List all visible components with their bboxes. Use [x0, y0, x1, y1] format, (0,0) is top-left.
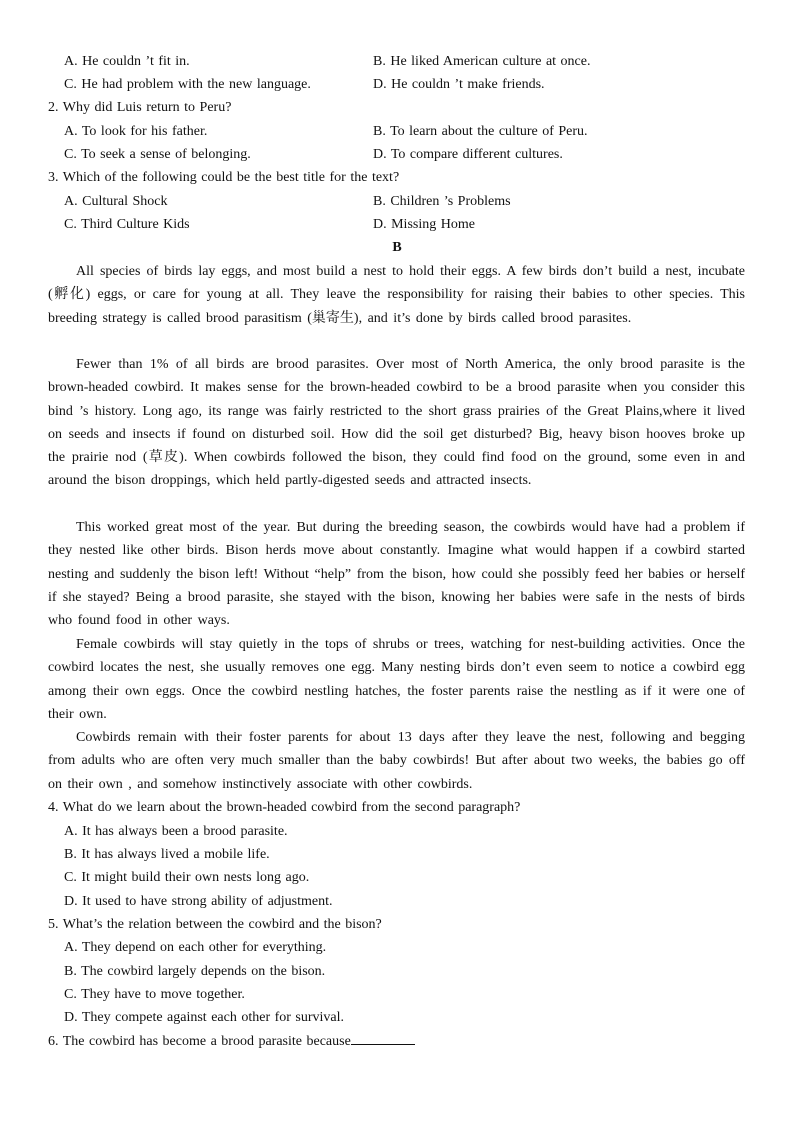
q3-question: 3. Which of the following could be the best title for the text? [48, 170, 400, 185]
q5-option-d: D. They compete against each other for survival. [64, 1010, 345, 1025]
answer-blank[interactable] [351, 1030, 415, 1045]
q4-question: 4. What do we learn about the brown-headed cowbird from the second paragraph? [48, 800, 521, 815]
q1-option-b: B. He liked American culture at once. [373, 54, 591, 69]
q2-option-c: C. To seek a sense of belonging. [64, 147, 251, 162]
q5-option-c: C. They have to move together. [64, 987, 245, 1002]
q6-question-text: 6. The cowbird has become a brood parasite because [48, 1034, 351, 1049]
q2-question: 2. Why did Luis return to Peru? [48, 100, 232, 115]
paragraph-2: Fewer than 1% of all birds are brood parasites. Over most of North America, the only brood parasite is the brown-headed cowbird. It makes sense for the brown-headed cowbird to be a brood parasite when you consider this bind ’s history. Long ago, its range was fairly restricted to the short grass prairies of the Great Plains,where it lived on seeds and insects if found on disturbed soil. How did the soil get disturbed? Big, heavy bison hooves broke up the prairie nod (草皮). When cowbirds followed the bison, they could find food on the ground, some even in and around the bison droppings, which held partly-digested seeds and attracted insects. [48, 357, 745, 489]
q2-option-d: D. To compare different cultures. [373, 147, 563, 162]
q3-option-d: D. Missing Home [373, 217, 475, 232]
paragraph-5: Cowbirds remain with their foster parents for about 13 days after they leave the nest, following and begging from adults who are often very much smaller than the baby cowbirds! But after about two weeks, the babies go off on their own , and somehow instinctively associate with other cowbirds. [48, 730, 745, 792]
q5-question: 5. What’s the relation between the cowbird and the bison? [48, 917, 382, 932]
q1-option-a: A. He couldn ’t fit in. [64, 54, 190, 69]
q4-option-c: C. It might build their own nests long ago. [64, 870, 310, 885]
paragraph-4: Female cowbirds will stay quietly in the tops of shrubs or trees, watching for nest-building activities. Once the cowbird locates the nest, she usually removes one egg. Many nesting birds don’t even seem to notice a cowbird egg among their own eggs. Once the cowbird nestling hatches, the foster parents raise the nestling as if it were one of their own. [48, 637, 745, 722]
q5-option-b: B. The cowbird largely depends on the bison. [64, 964, 326, 979]
q6-question [48, 1030, 415, 1053]
q4-option-a: A. It has always been a brood parasite. [64, 824, 288, 839]
q3-option-b: B. Children ’s Problems [373, 194, 511, 209]
q3-option-c: C. Third Culture Kids [64, 217, 190, 232]
q1-option-d: D. He couldn ’t make friends. [373, 77, 545, 92]
q1-option-c: C. He had problem with the new language. [64, 77, 311, 92]
q2-option-a: A. To look for his father. [64, 124, 208, 139]
q5-option-a: A. They depend on each other for everything. [64, 940, 327, 955]
section-title: B [392, 240, 402, 255]
q2-option-b: B. To learn about the culture of Peru. [373, 124, 588, 139]
q4-option-d: D. It used to have strong ability of adjustment. [64, 894, 333, 909]
q4-option-b: B. It has always lived a mobile life. [64, 847, 270, 862]
paragraph-3: This worked great most of the year. But during the breeding season, the cowbirds would have had a problem if they nested like other birds. Bison herds move about constantly. Imagine what would happen if a cowbird started nesting and suddenly the bison left! Without “help” from the bison, how could she possibly feed her babies or herself if she stayed? Being a brood parasite, she stayed with the bison, knowing her babies were safe in the nests of birds who found food in other ways. [48, 520, 745, 629]
paragraph-1: All species of birds lay eggs, and most build a nest to hold their eggs. A few birds don’t build a nest, incubate (孵化) eggs, or care for young at all. They leave the responsibility for raising their babies to other species. This breeding strategy is called brood parasitism (巢寄生), and it’s done by birds called brood parasites. [48, 264, 745, 326]
q3-option-a: A. Cultural Shock [64, 194, 168, 209]
